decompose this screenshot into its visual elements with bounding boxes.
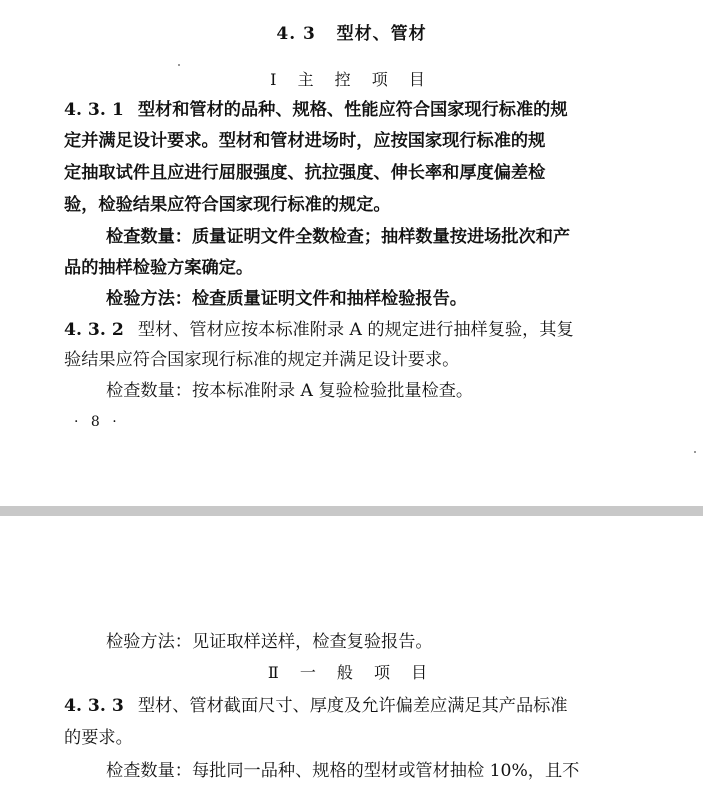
- clause-431-line-2: 定并满足设计要求。型材和管材进场时，应按国家现行标准的规: [64, 131, 546, 151]
- clause-431-line-3: 定抽取试件且应进行屈服强度、抗拉强度、伸长率和厚度偏差检: [64, 163, 546, 183]
- page-number: · 8 ·: [74, 414, 121, 430]
- document-page-bottom: [0, 516, 703, 785]
- clause-433-line-2: 的要求。: [64, 728, 133, 748]
- clause-431-line-1: [64, 100, 568, 120]
- scan-speck: [694, 451, 696, 453]
- page-separator: [0, 506, 703, 516]
- subsection-main-controls: Ⅰ 主 控 项 目: [270, 70, 433, 89]
- clause-431-method: 检验方法：检查质量证明文件和抽样检验报告。: [106, 289, 467, 309]
- clause-433-quantity: 检查数量：每批同一品种、规格的型材或管材抽检 10%，且不: [106, 761, 580, 781]
- clause-431-quantity-1: 检查数量：质量证明文件全数检查；抽样数量按进场批次和产: [106, 227, 571, 247]
- clause-432-quantity: 检查数量：按本标准附录 A 复验检验批量检查。: [106, 381, 474, 401]
- clause-432-method: 检验方法：见证取样送样，检查复验报告。: [106, 632, 433, 652]
- clause-432-number: 4. 3. 2: [64, 320, 124, 340]
- clause-431-number: 4. 3. 1: [64, 100, 124, 120]
- clause-432-line-2: 验结果应符合国家现行标准的规定并满足设计要求。: [64, 350, 460, 370]
- clause-431-line-4: 验，检验结果应符合国家现行标准的规定。: [64, 195, 391, 215]
- section-title: 型材、管材: [336, 24, 427, 44]
- clause-431-text-1: 型材和管材的品种、规格、性能应符合国家现行标准的规: [137, 100, 568, 120]
- section-number: 4. 3: [276, 24, 316, 44]
- clause-433-text-1: 型材、管材截面尺寸、厚度及允许偏差应满足其产品标准: [137, 696, 568, 716]
- subsection-general: Ⅱ 一 般 项 目: [267, 663, 436, 682]
- clause-432-text-1: 型材、管材应按本标准附录 A 的规定进行抽样复验，其复: [137, 320, 574, 340]
- clause-432-line-1: [64, 320, 574, 340]
- section-heading: [0, 24, 703, 44]
- scan-speck: [178, 64, 180, 66]
- clause-431-quantity-2: 品的抽样检验方案确定。: [64, 258, 254, 278]
- clause-433-line-1: [64, 696, 568, 716]
- clause-433-number: 4. 3. 3: [64, 696, 124, 716]
